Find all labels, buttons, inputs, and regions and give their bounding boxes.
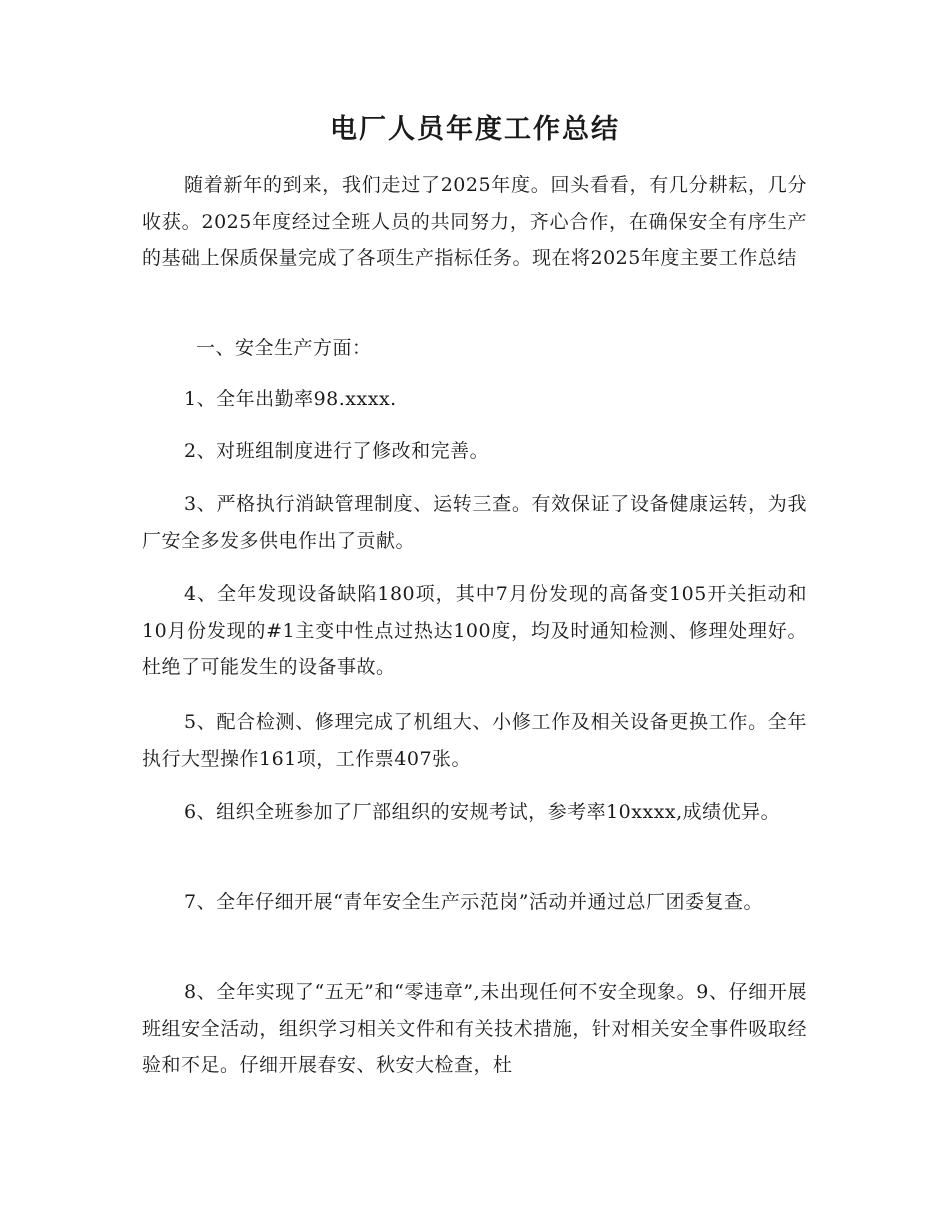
list-item-4: 4、全年发现设备缺陷180项，其中7月份发现的高备变105开关拒动和10月份发现的#1主变中性点过热达100度，均及时通知检测、修理处理好。杜绝了可能发生的设备事故。 — [142, 583, 807, 678]
list-item-3: 3、严格执行消缺管理制度、运转三查。有效保证了设备健康运转，为我厂安全多发多供电作出了贡献。 — [142, 493, 807, 552]
document-title: 电厂人员年度工作总结 — [330, 114, 620, 145]
list-item-6: 6、组织全班参加了厂部组织的安规考试，参考率10xxxx,成绩优异。 — [184, 801, 781, 823]
list-item-8: 8、全年实现了“五无”和“零违章”,未出现任何不安全现象。9、仔细开展班组安全活动，组织学习相关文件和有关技术措施，针对相关安全事件吸取经验和不足。仔细开展春安、秋安大检查，杜 — [142, 981, 807, 1076]
intro-paragraph: 随着新年的到来，我们走过了2025年度。回头看看，有几分耕耘，几分收获。2025年度经过全班人员的共同努力，齐心合作，在确保安全有序生产的基础上保质保量完成了各项生产指标任务。现在将2025年度主要工作总结 — [142, 174, 807, 269]
list-item-5: 5、配合检测、修理完成了机组大、小修工作及相关设备更换工作。全年执行大型操作161项，工作票407张。 — [142, 711, 807, 770]
list-item-7: 7、全年仔细开展“青年安全生产示范岗”活动并通过总厂团委复查。 — [184, 891, 764, 913]
section-heading-safety: 一、安全生产方面： — [196, 337, 372, 359]
list-item-1: 1、全年出勤率98.xxxx. — [184, 388, 397, 410]
list-item-2: 2、对班组制度进行了修改和完善。 — [184, 440, 490, 462]
